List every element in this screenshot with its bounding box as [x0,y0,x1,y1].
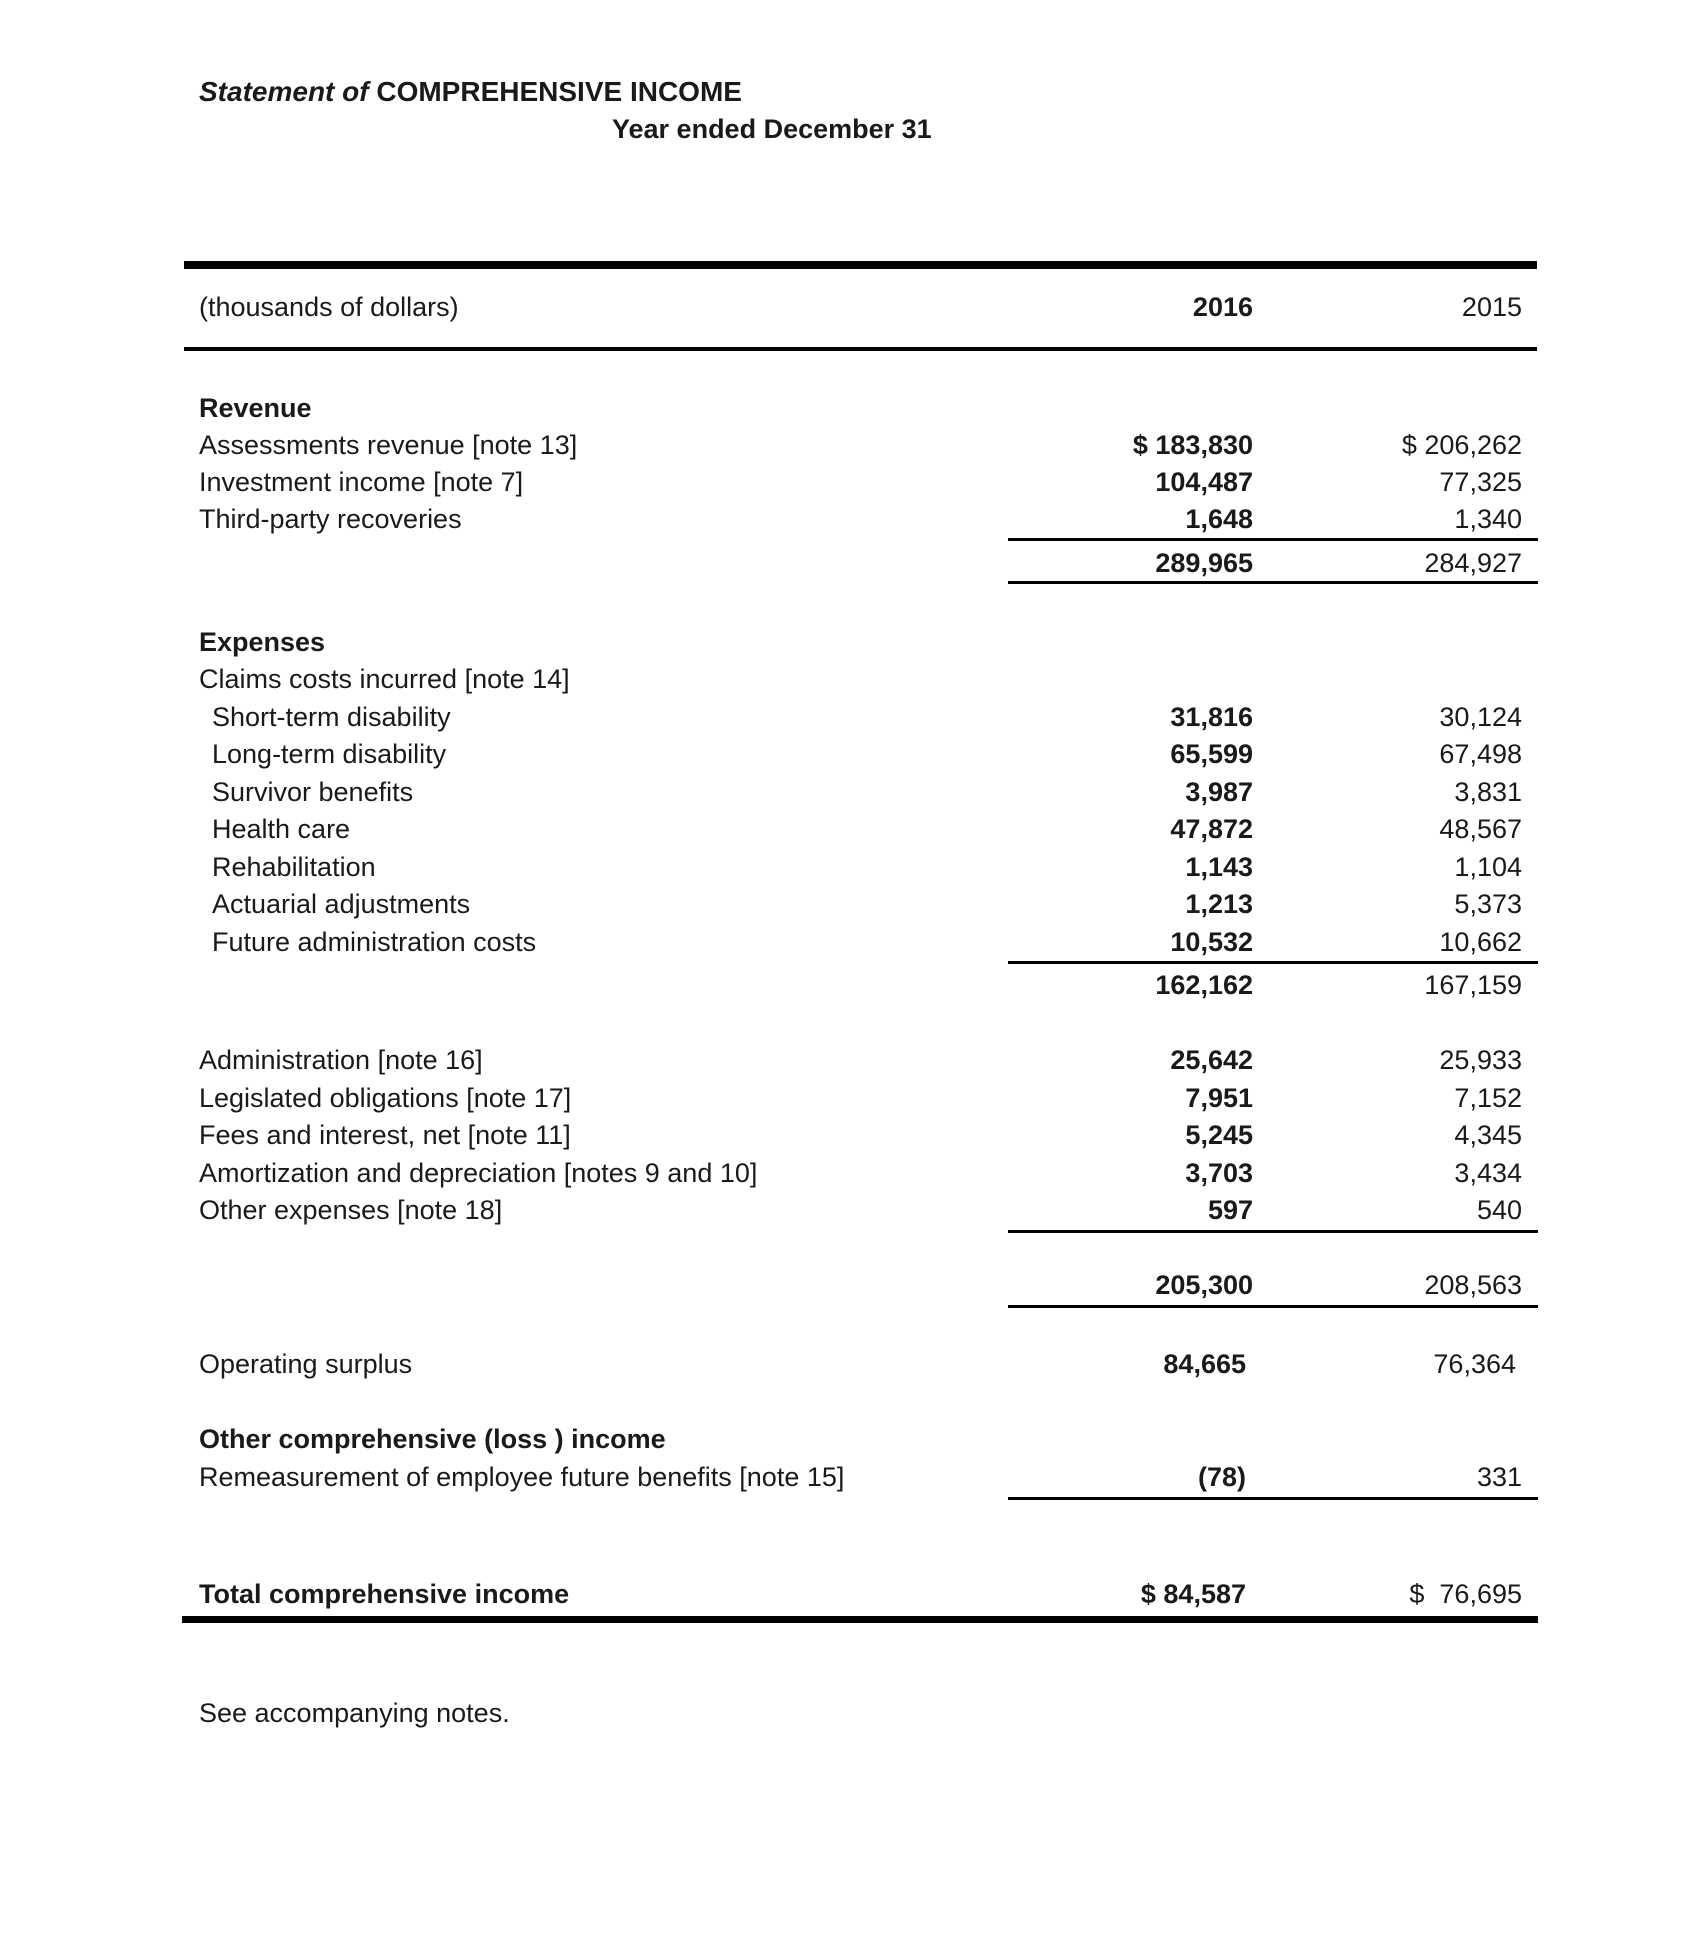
total-ci-label: Total comprehensive income [199,1579,570,1609]
subtotal-rule [1008,1497,1538,1500]
value-2016: $ 183,830 [1132,430,1253,460]
operating-surplus-label: Operating surplus [199,1349,413,1379]
revenue-heading: Revenue [199,393,312,423]
subtotal-rule [1008,1230,1538,1233]
total-rule [1008,581,1538,584]
row-label: Third-party recoveries [199,504,462,534]
value-2016: 10,532 [1170,927,1253,957]
claims-total-2016: 162,162 [1155,970,1253,1000]
value-2015: 1,104 [1454,852,1522,882]
value-2015: 25,933 [1439,1045,1522,1075]
row-label: Actuarial adjustments [212,889,471,919]
expenses-heading: Expenses [199,627,326,657]
value-2015: 30,124 [1439,702,1522,732]
col-header-2016: 2016 [1192,292,1253,322]
expenses-total-2015: 208,563 [1424,1270,1522,1300]
footer-note: See accompanying notes. [199,1698,510,1728]
total-rule [1008,1305,1538,1308]
operating-surplus-2016: 84,665 [1163,1349,1246,1379]
value-2016: 3,987 [1185,777,1253,807]
value-2016: 3,703 [1185,1158,1253,1188]
operating-surplus-2015: 76,364 [1433,1349,1516,1379]
value-2016: 25,642 [1170,1045,1253,1075]
oci-heading: Other comprehensive (loss ) income [199,1424,666,1454]
value-2016: 7,951 [1185,1083,1253,1113]
value-2015: 5,373 [1454,889,1522,919]
row-label: Fees and interest, net [note 11] [199,1120,571,1150]
value-2016: 1,143 [1185,852,1253,882]
value-2015: 3,831 [1454,777,1522,807]
value-2016: 104,487 [1155,467,1253,497]
row-label: Investment income [note 7] [199,467,524,497]
row-label: Survivor benefits [212,777,414,807]
row-label: Administration [note 16] [199,1045,483,1075]
title-prefix: Statement of [199,76,369,107]
value-2016: 65,599 [1170,739,1253,769]
value-2015: 10,662 [1439,927,1522,957]
value-2016: 1,648 [1185,504,1253,534]
value-2015: 540 [1476,1195,1522,1225]
revenue-total-2016: 289,965 [1155,548,1253,578]
statement-title [199,76,742,108]
row-label: Other expenses [note 18] [199,1195,503,1225]
value-2015: 1,340 [1454,504,1522,534]
statement-period: Year ended December 31 [612,114,932,144]
subtotal-rule [1008,538,1538,541]
row-label: Health care [212,814,351,844]
value-2015: 7,152 [1454,1083,1522,1113]
claims-total-2015: 167,159 [1424,970,1522,1000]
row-label: Legislated obligations [note 17] [199,1083,572,1113]
value-2016: 47,872 [1170,814,1253,844]
value-2016: 5,245 [1185,1120,1253,1150]
value-2015: $ 206,262 [1401,430,1522,460]
value-2016: 31,816 [1170,702,1253,732]
revenue-total-2015: 284,927 [1424,548,1522,578]
header-bottom-rule [184,347,1537,351]
total-ci-2016: $ 84,587 [1140,1579,1246,1609]
subtotal-rule [1008,961,1538,964]
expenses-total-2016: 205,300 [1155,1270,1253,1300]
bottom-thick-rule [182,1616,1538,1623]
oci-row-label: Remeasurement of employee future benefits [note 15] [199,1462,845,1492]
top-thick-rule [184,261,1537,269]
row-label: Long-term disability [212,739,447,769]
value-2015: 3,434 [1454,1158,1522,1188]
units-label: (thousands of dollars) [199,292,459,322]
row-label: Rehabilitation [212,852,376,882]
row-label: Amortization and depreciation [notes 9 and 10] [199,1158,758,1188]
oci-2016: (78) [1197,1462,1246,1492]
value-2016: 1,213 [1185,889,1253,919]
row-label: Assessments revenue [note 13] [199,430,578,460]
value-2015: 77,325 [1439,467,1522,497]
oci-2015: 331 [1476,1462,1522,1492]
row-label: Future administration costs [212,927,537,957]
value-2016: 597 [1207,1195,1253,1225]
total-ci-2015: $ 76,695 [1409,1579,1522,1609]
title-main: COMPREHENSIVE INCOME [376,76,742,107]
row-label: Short-term disability [212,702,451,732]
value-2015: 4,345 [1454,1120,1522,1150]
value-2015: 48,567 [1439,814,1522,844]
col-header-2015: 2015 [1461,292,1522,322]
value-2015: 67,498 [1439,739,1522,769]
claims-heading: Claims costs incurred [note 14] [199,664,570,694]
